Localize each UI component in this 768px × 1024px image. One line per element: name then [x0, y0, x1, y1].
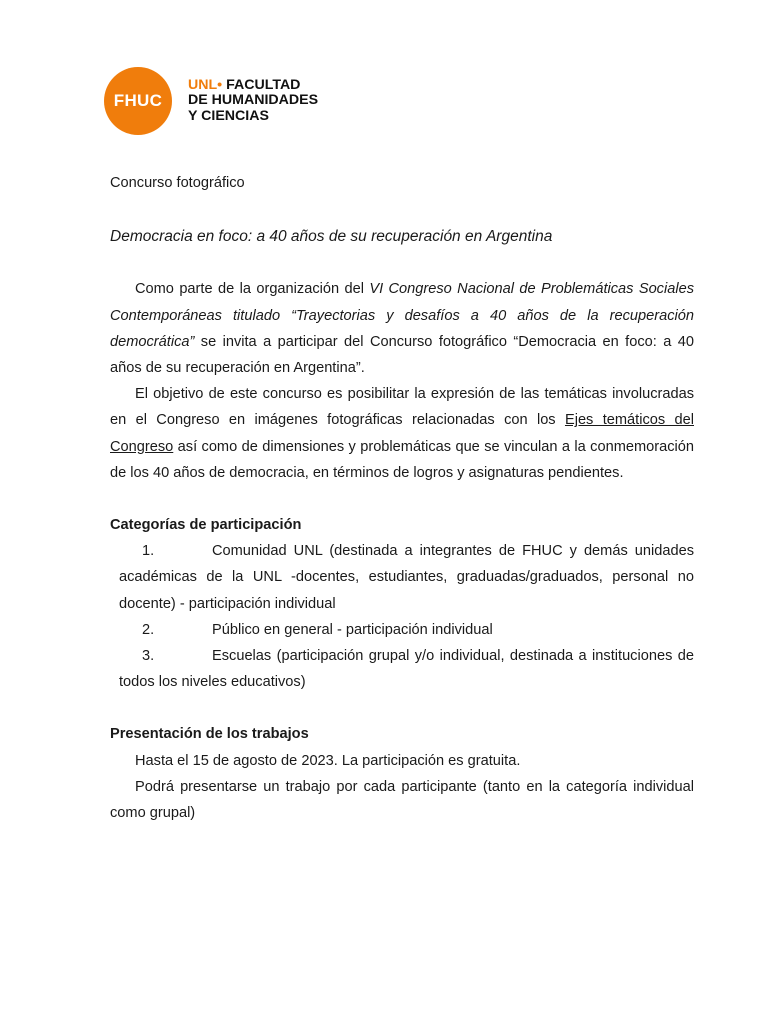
category-number: 1.	[142, 543, 155, 560]
logo-line1: FACULTAD	[226, 76, 301, 93]
category-number: 2.	[142, 621, 155, 638]
category-item-2	[110, 617, 694, 643]
logo-brand: UNL	[188, 76, 218, 93]
category-item-3	[110, 643, 694, 695]
categories-heading: Categorías de participación	[110, 517, 302, 534]
logo-line2: DE HUMANIDADES	[188, 92, 319, 109]
intro-p2-start: El objetivo de este concurso es posibilitar la expresión de las temáticas involucradas en el Congreso en imágenes fotográficas relacionadas con los	[110, 386, 694, 429]
intro-p2-end: así como de dimensiones y problemáticas que se vinculan a la conmemoración de los 40 años de democracia, en términos de logros y asignaturas pendientes.	[110, 438, 694, 481]
category-number: 3.	[142, 648, 155, 665]
category-item-1	[110, 538, 694, 617]
logo-line3: Y CIENCIAS	[188, 107, 269, 124]
fhuc-logo	[104, 67, 318, 135]
ejes-tematicos-link[interactable]: Ejes temáticos del Congreso	[110, 412, 694, 455]
submission-paragraph-1: Hasta el 15 de agosto de 2023. La participación es gratuita.	[135, 752, 521, 769]
submission-paragraph-2: Podrá presentarse un trabajo por cada participante (tanto en la categoría individual como grupal)	[110, 778, 694, 822]
submission-heading: Presentación de los trabajos	[110, 726, 309, 743]
category-text: Público en general - participación individual	[212, 621, 493, 638]
category-text: Escuelas (participación grupal y/o individual, destinada a instituciones de todos los niveles educativos)	[119, 648, 694, 691]
categories-list	[110, 538, 694, 695]
logo-circle-text: FHUC	[113, 91, 163, 110]
intro-paragraph-1	[110, 276, 694, 381]
congress-name: VI Congreso Nacional de Problemáticas Sociales Contemporáneas titulado “Trayectorias y desafíos a 40 años de la recuperación democrática”	[110, 281, 694, 350]
logo-wordmark	[188, 78, 318, 125]
logo-dot: •	[217, 76, 223, 93]
category-text: Comunidad UNL (destinada a integrantes de FHUC y demás unidades académicas de la UNL -docentes, estudiantes, graduadas/graduados, personal no docente) - participación individual	[119, 543, 694, 612]
intro-p1-end: se invita a participar del Concurso fotográfico “Democracia en foco: a 40 años de su recuperación en Argentina”.	[110, 333, 694, 377]
document-body	[110, 170, 694, 826]
logo-circle	[104, 67, 172, 135]
document-title: Democracia en foco: a 40 años de su recuperación en Argentina	[110, 228, 553, 246]
intro-p1-start: Como parte de la organización del	[135, 281, 370, 298]
document-subtitle: Concurso fotográfico	[110, 175, 245, 191]
intro-paragraph-2	[110, 381, 694, 486]
